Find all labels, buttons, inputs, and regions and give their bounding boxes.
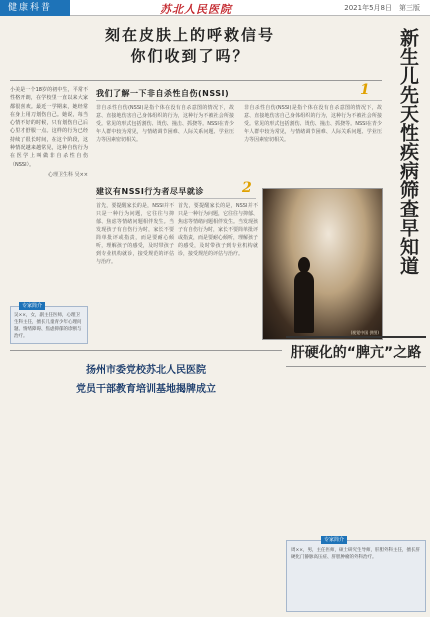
- footer-expert-box: [286, 537, 426, 612]
- section-2-number: 2: [242, 180, 252, 196]
- intro-byline: 心理卫生科 吴××: [48, 171, 88, 178]
- vertical-feature-title: [391, 28, 421, 275]
- section-1-title: 我们了解一下非自杀性自伤(NSSI): [96, 89, 230, 98]
- issue-dateline: 2021年5月8日 第三版: [344, 4, 420, 12]
- divider: [10, 350, 282, 351]
- section-2-text-col2: 首先，要提醒家长的是，NSSI并不只是一种行为问题，它往往与抑郁、焦虑等情绪问题相伴发生。当发现孩子有自伤行为时，家长不要简单批评或指责，而是要耐心倾听，理解孩子的感受，及时带孩子到专业机构就诊，接受规范的评估与治疗。: [178, 203, 258, 257]
- main-headline: [40, 24, 340, 66]
- expert-intro-box: [10, 303, 88, 344]
- intro-paragraph: 小美是一个18岁的初中生，平常不性格开朗，在学校里一直以来大家都很喜欢。最近一学期来，她经常在身上用刀划伤自己。她说，每当心情不好的时候，只有划伤自己后心里才舒服一点。这样的行为已经持续了很长时间，在这个阶段，这种情况越来越常见，这种自伤行为在医学上叫做非自杀性自伤（NSSI）。: [10, 87, 88, 168]
- vertical-title-line1: 新生儿先天性: [397, 28, 419, 142]
- expert-intro-tag: 专家简介: [19, 302, 45, 310]
- main-headline-line1: 刻在皮肤上的呼救信号: [104, 26, 275, 44]
- section-1-text-col2: 非自杀性自伤(NSSI)是指个体在没有自杀意图的情况下，故意、直接地伤害自己身体组织的行为，这种行为不被社会所接受。常见的形式包括割伤、烫伤、撞击、抓挠等。NSSI在青少年人群中较为常见，与情绪调节困难、人际关系问题、学业压力等因素密切相关。: [244, 105, 382, 143]
- section-1-number: 1: [360, 82, 370, 98]
- expert-intro-text: 吴××，女，副主任医师，心理卫生科主任，擅长儿童青少年心理问题、情绪障碍、焦虑抑郁的诊断与治疗。: [14, 313, 82, 339]
- main-headline-line2: 你们收到了吗？: [130, 47, 250, 65]
- figure-body: [294, 271, 314, 333]
- footer-expert-tag: 专家简介: [321, 536, 347, 544]
- page-header: [0, 0, 430, 16]
- girl-silhouette-photo: [262, 188, 383, 340]
- section-1-text-col1: 非自杀性自伤(NSSI)是指个体在没有自杀意图的情况下，故意、直接地伤害自己身体组织的行为，这种行为不被社会所接受。常见的形式包括割伤、烫伤、撞击、抓挠等。NSSI在青少年人群中较为常见，与情绪调节困难、人际关系问题、学业压力等因素密切相关。: [96, 105, 234, 143]
- newspaper-masthead: 苏北人民医院: [160, 3, 232, 16]
- liver-article-title: 肝硬化的“脾亢”之路: [286, 336, 426, 367]
- divider: [10, 80, 382, 81]
- vertical-title-line2: 疾病筛查早知道: [397, 142, 419, 275]
- divider: [96, 100, 382, 101]
- news-headline-a: 扬州市委党校苏北人民医院: [86, 365, 206, 376]
- section-tag: 健康科普: [0, 0, 70, 16]
- section-2-text-col1: 首先，要提醒家长的是，NSSI并不只是一种行为问题，它往往与抑郁、焦虑等情绪问题相伴发生。当发现孩子有自伤行为时，家长不要简单批评或指责，而是要耐心倾听，理解孩子的感受，及时带孩子到专业机构就诊，接受规范的评估与治疗。: [96, 203, 174, 265]
- news-headline-b: 党员干部教育培训基地揭牌成立: [76, 384, 216, 395]
- footer-expert-text: 周××，男，主任医师，硕士研究生导师，肝胆外科主任，擅长肝硬化门静脉高压症、肝胆肿瘤的外科治疗。: [291, 548, 421, 560]
- section-2-title: 建议有NSSI行为者尽早就诊: [96, 187, 204, 196]
- photo-credit: (视觉中国 供图): [350, 330, 379, 335]
- divider: [96, 198, 256, 199]
